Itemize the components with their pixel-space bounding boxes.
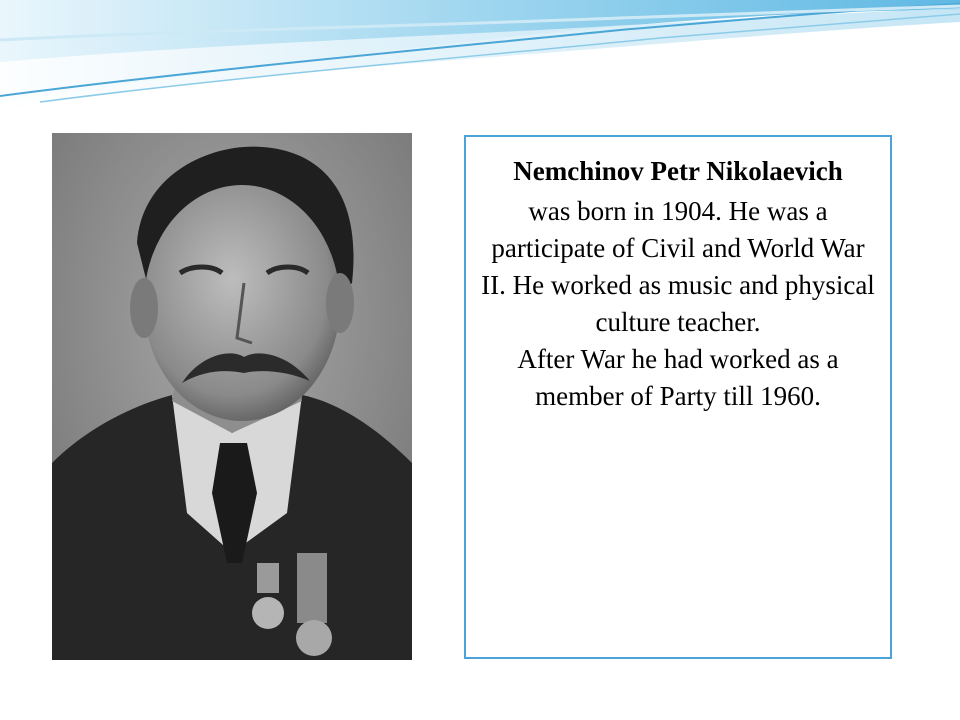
biography-text bbox=[466, 193, 890, 415]
bio-paragraph-born: was born in 1904. He was a participate of Civil and World War II. He worked as music and physical culture teacher. bbox=[481, 196, 875, 337]
person-name-heading: Nemchinov Petr Nikolaevich bbox=[513, 156, 843, 186]
bio-text-frame bbox=[464, 135, 892, 659]
bio-paragraph-after-war: After War he had worked as a member of Party till 1960. bbox=[517, 344, 839, 411]
wave-banner-icon bbox=[0, 0, 960, 120]
portrait-photo bbox=[52, 133, 412, 660]
